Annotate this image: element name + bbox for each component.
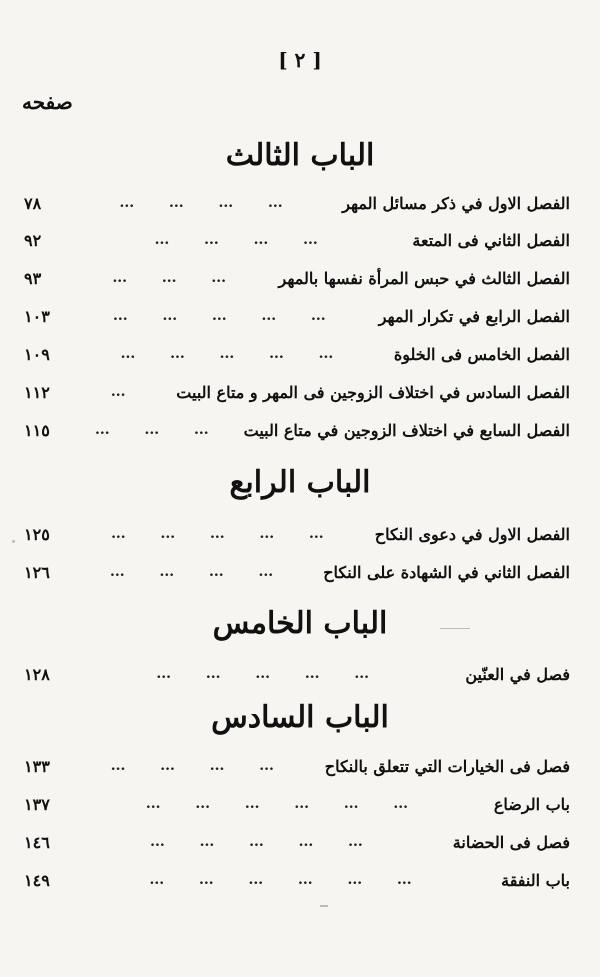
toc-entry-leader: ... ... ... ... — [110, 758, 274, 774]
toc-entry-title: فصل في العنّين — [465, 664, 570, 684]
toc-entry-title: باب النفقة — [501, 870, 570, 890]
toc-entry-leader: ... ... ... — [112, 270, 227, 286]
toc-entry-leader: ... ... ... ... ... — [111, 526, 324, 542]
toc-entry-leader: ... ... ... ... ... — [156, 666, 369, 682]
toc-entry-title: الفصل الثاني في الشهادة على النكاح — [323, 562, 570, 582]
toc-entry-title: الفصل السادس في اختلاف الزوجين فى المهر و متاع البيت — [176, 382, 570, 402]
section-title: الباب السادس — [211, 700, 389, 735]
toc-entry — [24, 559, 570, 585]
toc-entry-leader: ... ... ... ... ... — [150, 834, 363, 850]
toc-entry-leader: ... ... ... ... — [154, 232, 318, 248]
toc-entry — [24, 867, 570, 893]
toc-entry — [24, 753, 570, 779]
toc-entry-title: الفصل الخامس فى الخلوة — [393, 344, 570, 364]
toc-entry-page: ١٠٣ — [24, 306, 50, 326]
toc-entry-leader: ... ... ... ... — [110, 564, 274, 580]
toc-entry-page: ١٢٨ — [24, 664, 50, 684]
section-title: الباب الرابع — [229, 465, 371, 500]
section-title: الباب الثالث — [225, 138, 375, 173]
toc-entry-leader: ... ... ... — [94, 422, 209, 438]
toc-entry-title: فصل فى الحضانة — [452, 832, 570, 852]
toc-entry-page: ٩٣ — [24, 268, 42, 288]
toc-entry-page: ١٢٦ — [24, 562, 50, 582]
toc-entry-page: ١٣٧ — [24, 794, 50, 814]
section-title: الباب الخامس — [212, 606, 388, 641]
toc-entry-page: ١٠٩ — [24, 344, 50, 364]
toc-entry — [24, 265, 570, 291]
scan-speck — [320, 905, 328, 907]
toc-entry-leader: ... ... ... ... ... ... — [145, 796, 408, 812]
toc-entry-page: ٩٢ — [24, 230, 42, 250]
toc-entry-leader: ... ... ... ... ... ... — [149, 872, 412, 888]
toc-entry-page: ١٢٥ — [24, 524, 50, 544]
toc-entry-title: الفصل الثاني فى المتعة — [412, 230, 570, 250]
toc-entry — [24, 341, 570, 367]
toc-entry-title: الفصل الاول في دعوى النكاح — [374, 524, 570, 544]
toc-entry-title: الفصل الرابع في تكرار المهر — [378, 306, 570, 326]
page-number: [ ٢ ] — [278, 48, 322, 72]
toc-entry-leader: ... — [110, 384, 126, 400]
scan-speck — [440, 628, 470, 629]
toc-entry — [24, 303, 570, 329]
toc-entry-leader: ... ... ... ... ... — [113, 308, 326, 324]
toc-entry — [24, 521, 570, 547]
toc-entry — [24, 661, 570, 687]
toc-entry — [24, 417, 570, 443]
toc-entry-title: الفصل الاول في ذكر مسائل المهر — [342, 193, 570, 213]
toc-entry — [24, 379, 570, 405]
toc-entry — [24, 791, 570, 817]
page-column-label: صفحه — [22, 90, 73, 114]
toc-entry-page: ١١٢ — [24, 382, 50, 402]
toc-entry — [24, 227, 570, 253]
toc-entry-page: ١٣٣ — [24, 756, 50, 776]
toc-entry-page: ٧٨ — [24, 193, 42, 213]
toc-entry-leader: ... ... ... ... — [119, 195, 283, 211]
toc-entry-title: باب الرضاع — [493, 794, 570, 814]
toc-entry-page: ١٤٦ — [24, 832, 50, 852]
toc-entry — [24, 190, 570, 216]
toc-entry-title: فصل فى الخيارات التي تتعلق بالنكاح — [324, 756, 570, 776]
toc-entry-page: ١١٥ — [24, 420, 50, 440]
toc-entry-page: ١٤٩ — [24, 870, 50, 890]
scan-speck — [12, 540, 15, 543]
toc-entry-leader: ... ... ... ... ... — [120, 346, 334, 362]
toc-entry-title: الفصل السابع في اختلاف الزوجين في متاع البيت — [243, 420, 570, 440]
toc-entry — [24, 829, 570, 855]
toc-entry-title: الفصل الثالث في حبس المرأة نفسها بالمهر — [278, 268, 570, 288]
